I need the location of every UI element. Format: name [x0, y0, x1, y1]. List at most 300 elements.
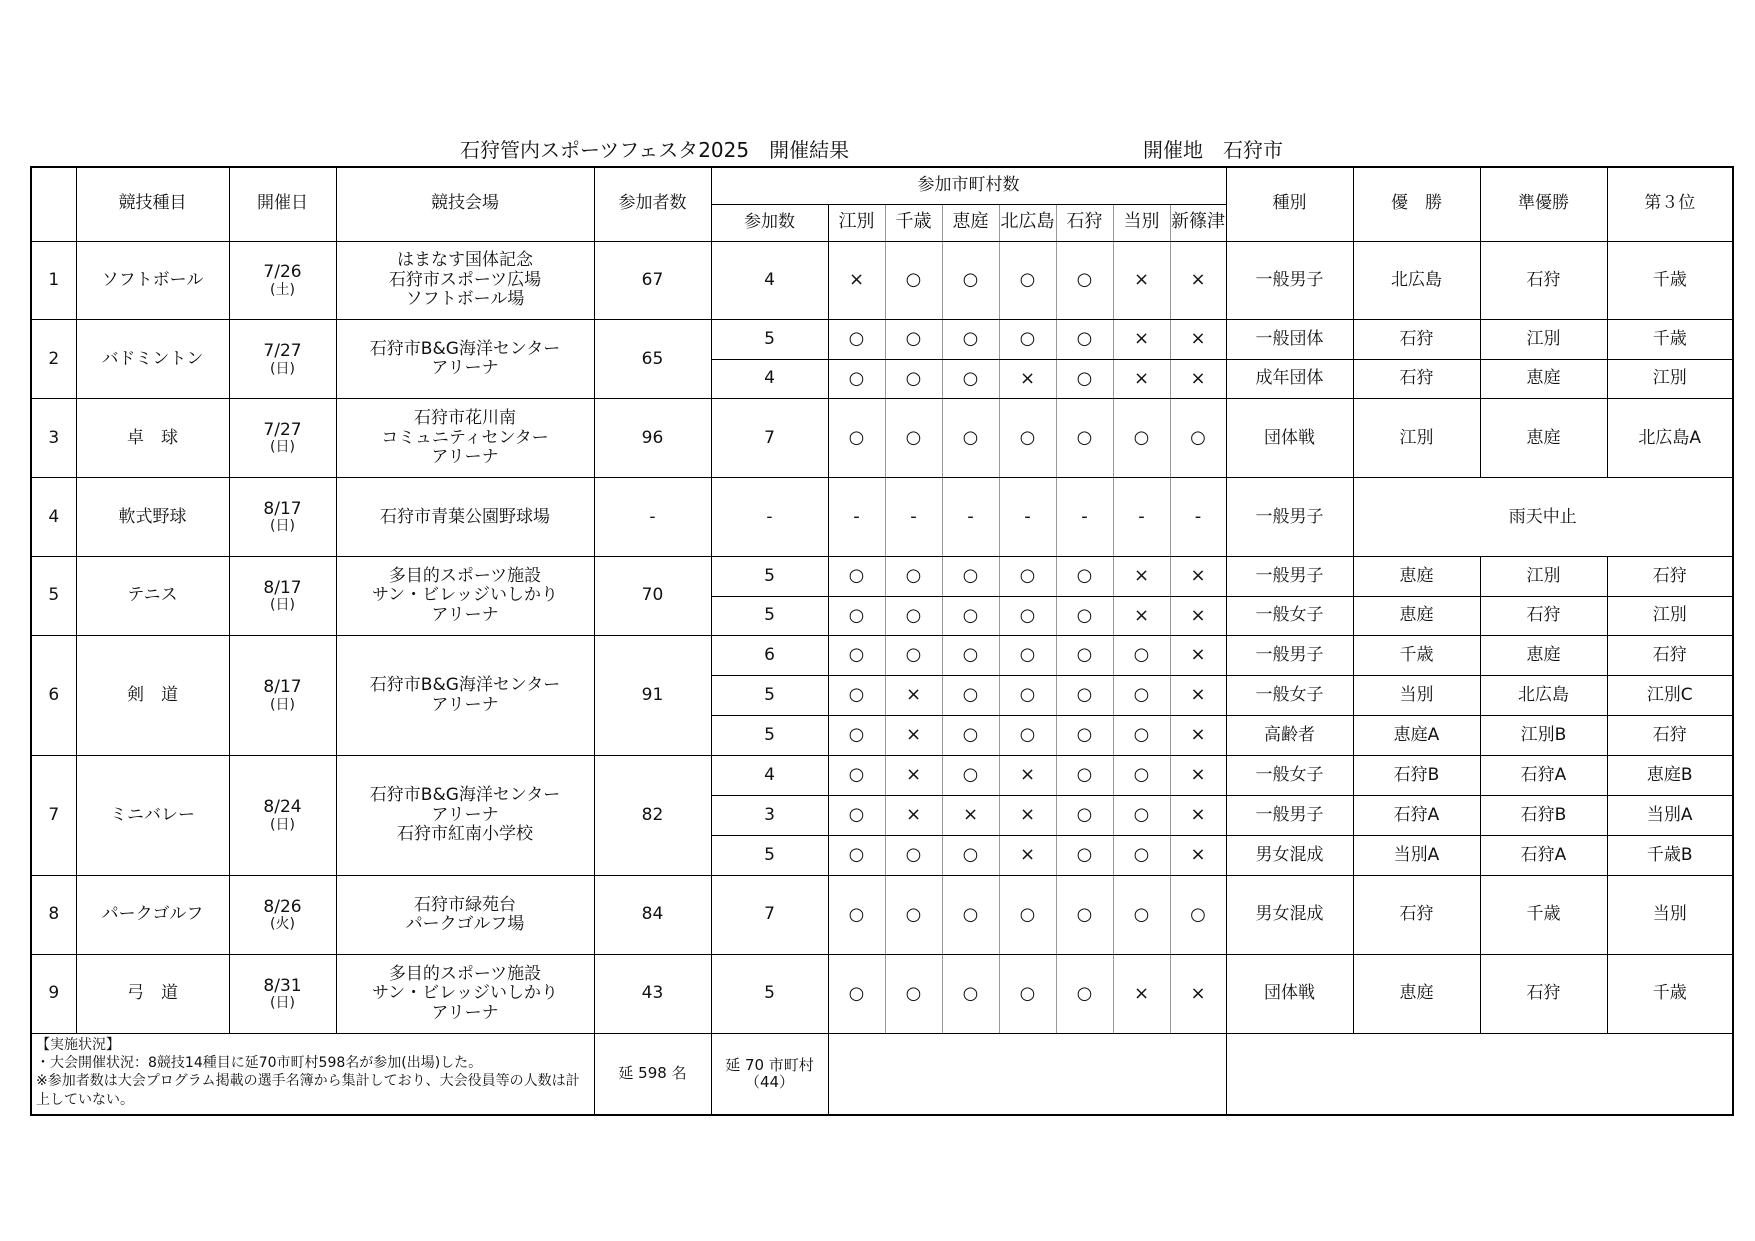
- town-mark: ○: [999, 955, 1056, 1034]
- town-mark: ○: [1056, 359, 1113, 398]
- town-mark: ○: [1056, 756, 1113, 796]
- event-weekday: (日): [270, 995, 295, 1012]
- town-mark: ○: [1056, 716, 1113, 756]
- event-participants: 96: [594, 399, 711, 478]
- event-row: [31, 320, 1733, 359]
- town-mark: ○: [885, 876, 942, 955]
- event-name: ソフトボール: [76, 241, 229, 320]
- category: 団体戦: [1226, 399, 1353, 478]
- event-date-text: 8/17: [263, 577, 302, 598]
- winner: 恵庭: [1353, 955, 1480, 1034]
- town-mark: ×: [1170, 241, 1226, 320]
- event-participants: 65: [594, 320, 711, 399]
- town-mark: ○: [1113, 756, 1170, 796]
- event-no: 1: [31, 241, 76, 320]
- category: 成年団体: [1226, 359, 1353, 398]
- third-place: 石狩: [1607, 557, 1733, 596]
- town-mark: ○: [999, 241, 1056, 320]
- event-weekday: (日): [270, 597, 295, 614]
- total-towns-sub: （44）: [744, 1073, 795, 1092]
- event-weekday: (日): [270, 518, 295, 535]
- category: 一般女子: [1226, 676, 1353, 716]
- winner: 石狩: [1353, 359, 1480, 398]
- header-event: 競技種目: [76, 167, 229, 241]
- town-mark: ○: [1056, 955, 1113, 1034]
- footer-blank: [828, 1034, 1226, 1115]
- category: 男女混成: [1226, 876, 1353, 955]
- event-place: [336, 955, 594, 1034]
- town-mark: ○: [1113, 636, 1170, 676]
- town-mark: ×: [1170, 596, 1226, 635]
- runner-up: 北広島: [1480, 676, 1607, 716]
- winner: 北広島: [1353, 241, 1480, 320]
- town-mark: ○: [1113, 716, 1170, 756]
- town-mark: -: [828, 478, 885, 557]
- event-row: [31, 636, 1733, 676]
- town-mark: ×: [885, 796, 942, 836]
- town-mark: ○: [1056, 241, 1113, 320]
- event-date: [229, 955, 336, 1034]
- event-place-line: 石狩市紅南小学校: [397, 824, 533, 845]
- event-row: [31, 399, 1733, 478]
- third-place: 石狩: [1607, 636, 1733, 676]
- event-no: 9: [31, 955, 76, 1034]
- event-place-line: 石狩市緑苑台: [414, 894, 516, 915]
- town-mark: ×: [1170, 836, 1226, 876]
- page-title: 石狩管内スポーツフェスタ2025 開催結果: [460, 138, 850, 162]
- town-mark: ○: [942, 756, 999, 796]
- event-name: 弓 道: [76, 955, 229, 1034]
- town-mark: -: [1170, 478, 1226, 557]
- event-place-line: アリーナ: [431, 447, 499, 468]
- runner-up: 江別: [1480, 557, 1607, 596]
- runner-up: 江別B: [1480, 716, 1607, 756]
- town-mark: ○: [828, 716, 885, 756]
- town-count: 5: [711, 836, 828, 876]
- runner-up: 恵庭: [1480, 636, 1607, 676]
- event-date: [229, 320, 336, 399]
- town-mark: ○: [1113, 876, 1170, 955]
- category: 一般男子: [1226, 557, 1353, 596]
- town-mark: ○: [999, 716, 1056, 756]
- event-place-line: サン・ビレッジいしかり: [372, 585, 558, 606]
- header-town: 北広島: [999, 204, 1056, 241]
- category: 一般男子: [1226, 796, 1353, 836]
- event-no: 5: [31, 557, 76, 636]
- town-mark: ○: [828, 320, 885, 359]
- total-participants: 延 598 名: [594, 1034, 711, 1115]
- event-participants: 43: [594, 955, 711, 1034]
- event-place-line: アリーナ: [431, 694, 499, 715]
- event-date: [229, 241, 336, 320]
- town-mark: ○: [999, 876, 1056, 955]
- town-mark: ×: [885, 716, 942, 756]
- event-date: [229, 478, 336, 557]
- winner: 恵庭A: [1353, 716, 1480, 756]
- event-date-text: 8/26: [263, 896, 302, 917]
- third-place: 当別A: [1607, 796, 1733, 836]
- footer-blank: [1226, 1034, 1733, 1115]
- winner: 石狩: [1353, 876, 1480, 955]
- event-date-text: 7/27: [263, 419, 302, 440]
- town-mark: ○: [1113, 399, 1170, 478]
- town-mark: ○: [828, 359, 885, 398]
- event-date: [229, 557, 336, 636]
- category: 一般男子: [1226, 241, 1353, 320]
- town-mark: -: [1056, 478, 1113, 557]
- runner-up: 石狩A: [1480, 756, 1607, 796]
- town-count: 6: [711, 636, 828, 676]
- town-mark: ×: [1113, 955, 1170, 1034]
- town-mark: ×: [1170, 716, 1226, 756]
- town-mark: ○: [885, 320, 942, 359]
- town-count: 7: [711, 876, 828, 955]
- runner-up: 江別: [1480, 320, 1607, 359]
- notes-line: ※参加者数は大会プログラム掲載の選手名簿から集計しており、大会役員等の人数は計上していない。: [36, 1073, 580, 1108]
- town-mark: ○: [1113, 836, 1170, 876]
- header-participants: 参加者数: [594, 167, 711, 241]
- town-mark: ○: [885, 596, 942, 635]
- town-mark: ×: [1170, 557, 1226, 596]
- event-place-line: 石狩市B&G海洋センター: [369, 675, 561, 696]
- footer-row: [31, 1034, 1733, 1115]
- town-count: 3: [711, 796, 828, 836]
- town-mark: ×: [1170, 676, 1226, 716]
- event-place-line: 石狩市青葉公園野球場: [380, 506, 550, 527]
- winner: 当別A: [1353, 836, 1480, 876]
- town-mark: ×: [1113, 557, 1170, 596]
- event-participants: 84: [594, 876, 711, 955]
- town-mark: ○: [1056, 399, 1113, 478]
- event-place-line: 石狩市B&G海洋センター: [369, 785, 561, 806]
- event-participants: -: [594, 478, 711, 557]
- winner: 恵庭: [1353, 596, 1480, 635]
- town-mark: ○: [942, 676, 999, 716]
- town-mark: ○: [885, 636, 942, 676]
- town-mark: ×: [1113, 359, 1170, 398]
- town-mark: ○: [1056, 796, 1113, 836]
- event-place-line: サン・ビレッジいしかり: [372, 983, 558, 1004]
- event-date-text: 7/26: [263, 262, 302, 282]
- notes-line: ・大会開催状況：8競技14種目に延70市町村598名が参加(出場)した。: [36, 1055, 483, 1072]
- event-row: [31, 557, 1733, 596]
- town-count: 5: [711, 955, 828, 1034]
- event-name: 軟式野球: [76, 478, 229, 557]
- town-mark: ○: [999, 320, 1056, 359]
- town-mark: ○: [828, 756, 885, 796]
- event-place: [336, 478, 594, 557]
- town-mark: ○: [828, 836, 885, 876]
- total-towns-text: 延 70 市町村: [725, 1055, 814, 1074]
- event-date-text: 8/17: [263, 677, 302, 698]
- runner-up: 石狩: [1480, 596, 1607, 635]
- category: 男女混成: [1226, 836, 1353, 876]
- town-mark: ○: [999, 399, 1056, 478]
- event-row: [31, 955, 1733, 1034]
- event-place: [336, 876, 594, 955]
- event-participants: 82: [594, 756, 711, 876]
- event-no: 6: [31, 636, 76, 756]
- runner-up: 恵庭: [1480, 359, 1607, 398]
- header-town: 千歳: [885, 204, 942, 241]
- town-mark: ○: [942, 596, 999, 635]
- category: 一般女子: [1226, 596, 1353, 635]
- third-place: 江別: [1607, 359, 1733, 398]
- event-date: [229, 399, 336, 478]
- winner: 千歳: [1353, 636, 1480, 676]
- winner: 石狩B: [1353, 756, 1480, 796]
- event-weekday: (日): [270, 696, 295, 713]
- town-mark: ○: [942, 876, 999, 955]
- town-mark: ×: [1170, 359, 1226, 398]
- town-mark: ×: [1170, 320, 1226, 359]
- town-mark: ○: [828, 955, 885, 1034]
- town-mark: ×: [999, 359, 1056, 398]
- town-mark: ○: [828, 876, 885, 955]
- event-row: [31, 756, 1733, 796]
- third-place: 千歳B: [1607, 836, 1733, 876]
- third-place: 北広島A: [1607, 399, 1733, 478]
- category: 高齢者: [1226, 716, 1353, 756]
- header-town: 新篠津: [1170, 204, 1226, 241]
- cancelled-note: 雨天中止: [1353, 478, 1733, 557]
- town-mark: ○: [828, 676, 885, 716]
- runner-up: 石狩B: [1480, 796, 1607, 836]
- town-mark: ○: [885, 399, 942, 478]
- header-third: 第３位: [1607, 167, 1733, 241]
- event-place-line: アリーナ: [431, 358, 499, 379]
- town-mark: ×: [828, 241, 885, 320]
- event-place: [336, 320, 594, 399]
- event-place: [336, 756, 594, 876]
- event-no: 4: [31, 478, 76, 557]
- town-mark: ○: [885, 359, 942, 398]
- runner-up: 千歳: [1480, 876, 1607, 955]
- town-mark: ○: [1113, 676, 1170, 716]
- town-count: 4: [711, 241, 828, 320]
- category: 一般団体: [1226, 320, 1353, 359]
- header-category: 種別: [1226, 167, 1353, 241]
- header-second: 準優勝: [1480, 167, 1607, 241]
- town-mark: ○: [1056, 676, 1113, 716]
- town-mark: ×: [999, 796, 1056, 836]
- town-mark: ×: [1113, 320, 1170, 359]
- category: 一般男子: [1226, 636, 1353, 676]
- header-place: 競技会場: [336, 167, 594, 241]
- third-place: 江別C: [1607, 676, 1733, 716]
- town-mark: ○: [828, 557, 885, 596]
- total-towns: [711, 1034, 828, 1115]
- runner-up: 恵庭: [1480, 399, 1607, 478]
- town-mark: ○: [999, 557, 1056, 596]
- event-name: ミニバレー: [76, 756, 229, 876]
- town-mark: -: [942, 478, 999, 557]
- header-no: [31, 167, 76, 241]
- event-date-text: 7/27: [263, 340, 302, 361]
- town-mark: ○: [942, 955, 999, 1034]
- town-mark: ×: [942, 796, 999, 836]
- town-mark: ×: [999, 836, 1056, 876]
- event-participants: 91: [594, 636, 711, 756]
- event-weekday: (日): [270, 360, 295, 377]
- event-place-line: ソフトボール場: [405, 289, 525, 310]
- third-place: 恵庭B: [1607, 756, 1733, 796]
- town-mark: ○: [999, 636, 1056, 676]
- runner-up: 石狩: [1480, 955, 1607, 1034]
- event-place-line: はまなす国体記念: [397, 250, 533, 271]
- event-date: [229, 876, 336, 955]
- venue-label: 開催地 石狩市: [1143, 138, 1283, 162]
- town-mark: ○: [942, 836, 999, 876]
- town-mark: ×: [1170, 756, 1226, 796]
- event-no: 8: [31, 876, 76, 955]
- town-mark: ○: [885, 557, 942, 596]
- event-no: 3: [31, 399, 76, 478]
- event-date-text: 8/31: [263, 975, 302, 996]
- town-mark: -: [1113, 478, 1170, 557]
- town-mark: ○: [885, 955, 942, 1034]
- town-count: 4: [711, 756, 828, 796]
- winner: 石狩A: [1353, 796, 1480, 836]
- event-weekday: (火): [270, 916, 295, 933]
- town-mark: ○: [942, 359, 999, 398]
- header-towns-group: 参加市町村数: [711, 167, 1226, 204]
- event-place-line: アリーナ: [431, 1002, 499, 1023]
- town-mark: ○: [999, 676, 1056, 716]
- town-mark: -: [999, 478, 1056, 557]
- town-mark: ○: [1056, 320, 1113, 359]
- third-place: 千歳: [1607, 955, 1733, 1034]
- winner: 当別: [1353, 676, 1480, 716]
- town-mark: ×: [999, 756, 1056, 796]
- town-mark: ×: [885, 676, 942, 716]
- event-date-text: 8/24: [263, 797, 302, 818]
- winner: 江別: [1353, 399, 1480, 478]
- header-town: 石狩: [1056, 204, 1113, 241]
- town-mark: ×: [1170, 796, 1226, 836]
- winner: 石狩: [1353, 320, 1480, 359]
- event-name: 剣 道: [76, 636, 229, 756]
- event-date: [229, 756, 336, 876]
- town-mark: ○: [942, 557, 999, 596]
- event-date: [229, 636, 336, 756]
- town-mark: ○: [1113, 796, 1170, 836]
- event-place: [336, 241, 594, 320]
- town-mark: -: [885, 478, 942, 557]
- town-mark: ○: [1170, 876, 1226, 955]
- header-town: 江別: [828, 204, 885, 241]
- event-participants: 70: [594, 557, 711, 636]
- town-count: 5: [711, 557, 828, 596]
- town-mark: ×: [1170, 636, 1226, 676]
- town-mark: ○: [942, 636, 999, 676]
- event-row: [31, 241, 1733, 320]
- header-count: 参加数: [711, 204, 828, 241]
- event-place: [336, 636, 594, 756]
- town-mark: ○: [1056, 557, 1113, 596]
- results-table: [30, 166, 1734, 1116]
- header-row: [31, 167, 1733, 204]
- town-mark: ○: [885, 241, 942, 320]
- town-mark: ×: [1113, 596, 1170, 635]
- town-count: 7: [711, 399, 828, 478]
- town-mark: ○: [828, 596, 885, 635]
- header-town: 当別: [1113, 204, 1170, 241]
- event-place-line: 多目的スポーツ施設: [388, 963, 542, 984]
- event-place: [336, 399, 594, 478]
- event-place-line: コミュニティセンター: [381, 427, 549, 448]
- event-name: パークゴルフ: [76, 876, 229, 955]
- third-place: 当別: [1607, 876, 1733, 955]
- event-date-text: 8/17: [263, 498, 302, 519]
- event-place-line: 多目的スポーツ施設: [388, 565, 542, 586]
- town-mark: ○: [942, 399, 999, 478]
- town-mark: ○: [999, 596, 1056, 635]
- runner-up: 石狩A: [1480, 836, 1607, 876]
- town-mark: ×: [885, 756, 942, 796]
- winner: 恵庭: [1353, 557, 1480, 596]
- town-mark: ○: [828, 399, 885, 478]
- header-date: 開催日: [229, 167, 336, 241]
- event-place-line: 石狩市B&G海洋センター: [369, 338, 561, 359]
- town-mark: ○: [1056, 836, 1113, 876]
- notes-line: 【実施状況】: [36, 1037, 120, 1054]
- third-place: 江別: [1607, 596, 1733, 635]
- event-name: テニス: [76, 557, 229, 636]
- town-mark: ○: [1056, 636, 1113, 676]
- town-mark: ○: [828, 636, 885, 676]
- town-count: 5: [711, 596, 828, 635]
- town-mark: ○: [942, 241, 999, 320]
- runner-up: 石狩: [1480, 241, 1607, 320]
- town-mark: ×: [1113, 241, 1170, 320]
- event-place-line: アリーナ: [431, 605, 499, 626]
- town-mark: ○: [942, 320, 999, 359]
- event-row: [31, 478, 1733, 557]
- town-count: 5: [711, 716, 828, 756]
- event-weekday: (日): [270, 439, 295, 456]
- notes-cell: [31, 1034, 594, 1115]
- event-weekday: (日): [270, 816, 295, 833]
- town-count: 5: [711, 320, 828, 359]
- third-place: 石狩: [1607, 716, 1733, 756]
- town-mark: ○: [942, 716, 999, 756]
- header-first: 優 勝: [1353, 167, 1480, 241]
- town-mark: ○: [885, 836, 942, 876]
- event-no: 7: [31, 756, 76, 876]
- town-mark: ○: [1170, 399, 1226, 478]
- category: 一般男子: [1226, 478, 1353, 557]
- event-place-line: パークゴルフ場: [405, 914, 525, 935]
- town-count: 5: [711, 676, 828, 716]
- event-name: 卓 球: [76, 399, 229, 478]
- event-participants: 67: [594, 241, 711, 320]
- third-place: 千歳: [1607, 241, 1733, 320]
- town-mark: ○: [1056, 596, 1113, 635]
- third-place: 千歳: [1607, 320, 1733, 359]
- category: 団体戦: [1226, 955, 1353, 1034]
- event-weekday: (土): [270, 281, 295, 298]
- town-mark: ○: [1056, 876, 1113, 955]
- town-count: 4: [711, 359, 828, 398]
- event-place: [336, 557, 594, 636]
- town-count: -: [711, 478, 828, 557]
- category: 一般女子: [1226, 756, 1353, 796]
- event-place-line: アリーナ: [431, 804, 499, 825]
- event-place-line: 石狩市スポーツ広場: [388, 269, 542, 290]
- event-no: 2: [31, 320, 76, 399]
- town-mark: ○: [828, 796, 885, 836]
